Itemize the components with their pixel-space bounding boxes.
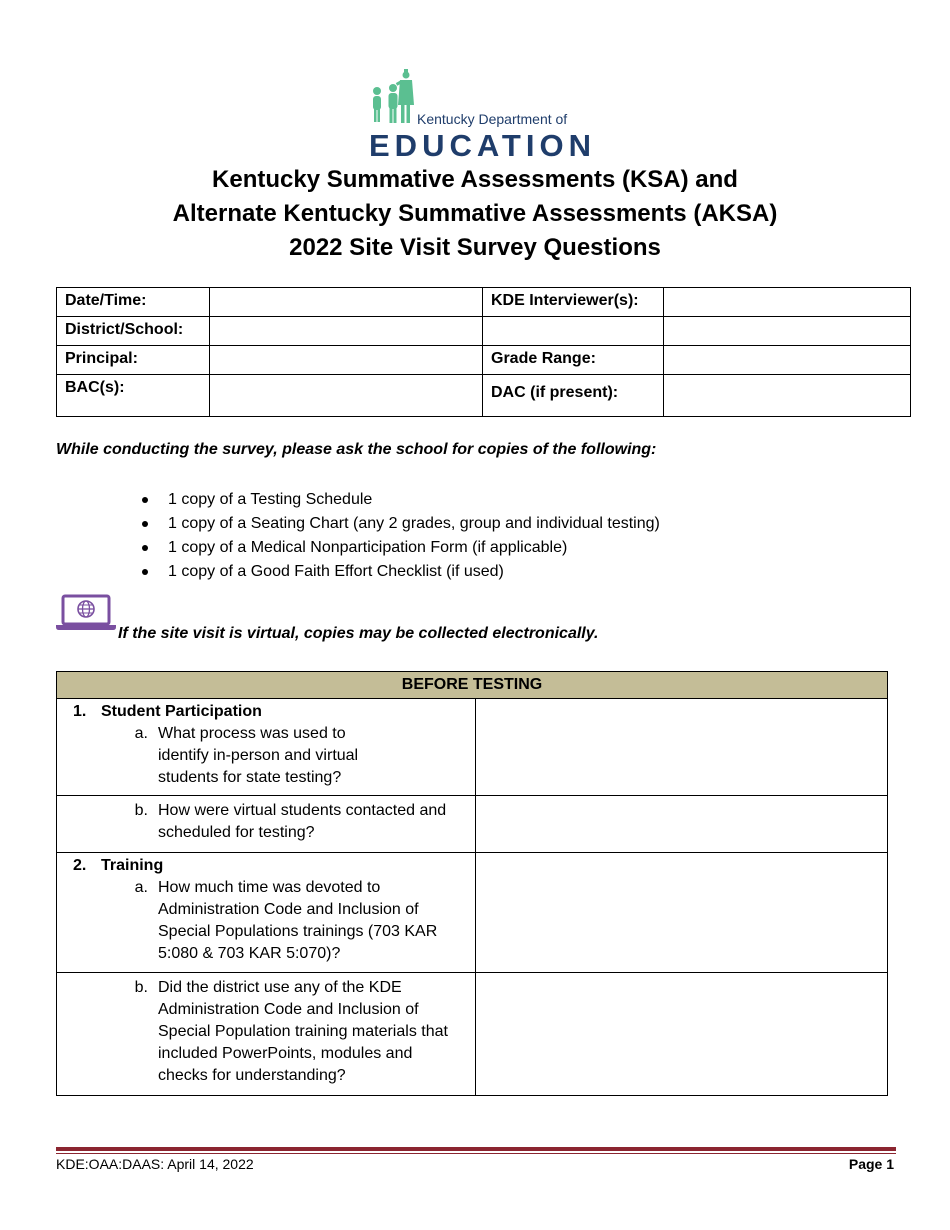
document-title-line-3: 2022 Site Visit Survey Questions xyxy=(289,234,661,261)
dac-field[interactable] xyxy=(664,375,911,417)
question-cell xyxy=(57,973,476,1096)
blank-label-cell xyxy=(483,317,664,346)
section-number: 2. xyxy=(73,857,87,874)
copies-list xyxy=(140,488,660,584)
list-item: 1 copy of a Testing Schedule xyxy=(140,488,660,512)
section-number: 1. xyxy=(73,703,87,720)
question-item xyxy=(63,723,469,789)
district-school-label: District/School: xyxy=(57,317,210,346)
copies-instruction: While conducting the survey, please ask the school for copies of the following: xyxy=(56,441,657,458)
kde-logo xyxy=(365,65,596,163)
grade-range-label: Grade Range: xyxy=(483,346,664,375)
bacs-label: BAC(s): xyxy=(57,375,210,417)
section-title: Training xyxy=(101,857,164,874)
bacs-field[interactable] xyxy=(210,375,483,417)
question-cell xyxy=(57,853,476,973)
section-title: Student Participation xyxy=(101,703,262,720)
footer-document-id: KDE:OAA:DAAS: April 14, 2022 xyxy=(56,1156,254,1172)
document-title-line-1: Kentucky Summative Assessments (KSA) and xyxy=(212,166,738,193)
question-item xyxy=(63,798,469,844)
virtual-note: If the site visit is virtual, copies may be collected electronically. xyxy=(118,625,599,642)
section-heading xyxy=(63,701,469,723)
before-testing-table xyxy=(56,671,888,1096)
answer-cell[interactable] xyxy=(475,853,887,973)
question-item xyxy=(63,877,469,965)
question-cell xyxy=(57,699,476,796)
section-heading xyxy=(63,855,469,877)
logo-education-text: EDUCATION xyxy=(369,128,596,163)
site-info-table xyxy=(56,287,911,417)
laptop-globe-icon xyxy=(56,594,118,637)
kde-interviewers-field[interactable] xyxy=(664,288,911,317)
question-item xyxy=(63,975,469,1087)
question-letter: a. xyxy=(134,879,148,896)
principal-field[interactable] xyxy=(210,346,483,375)
children-figures-icon xyxy=(365,65,425,130)
question-letter: b. xyxy=(134,802,148,819)
dac-label: DAC (if present): xyxy=(483,375,664,417)
blank-field-cell[interactable] xyxy=(664,317,911,346)
question-text: How were virtual students contacted and scheduled for testing? xyxy=(158,802,447,841)
date-time-field[interactable] xyxy=(210,288,483,317)
question-text: How much time was devoted to Administration Code and Inclusion of Special Populations trainings (703 KAR 5:080 & 703 KAR 5:070)? xyxy=(158,879,438,962)
question-letter: a. xyxy=(134,725,148,742)
principal-label: Principal: xyxy=(57,346,210,375)
question-cell xyxy=(57,796,476,853)
list-item: 1 copy of a Good Faith Effort Checklist (if used) xyxy=(140,560,660,584)
answer-cell[interactable] xyxy=(475,699,887,796)
answer-cell[interactable] xyxy=(475,973,887,1096)
footer-page-number: Page 1 xyxy=(848,1156,894,1172)
answer-cell[interactable] xyxy=(475,796,887,853)
before-testing-header: BEFORE TESTING xyxy=(57,672,888,699)
date-time-label: Date/Time: xyxy=(57,288,210,317)
grade-range-field[interactable] xyxy=(664,346,911,375)
question-text: Did the district use any of the KDE Administration Code and Inclusion of Special Population training materials that included PowerPoints, modules and checks for understanding? xyxy=(158,979,448,1084)
footer-rule-thin xyxy=(56,1153,896,1154)
document-title-line-2: Alternate Kentucky Summative Assessments (AKSA) xyxy=(172,200,778,227)
question-letter: b. xyxy=(134,979,148,996)
logo-department-text: Kentucky Department of xyxy=(417,111,568,127)
footer-rule xyxy=(56,1147,896,1151)
district-school-field[interactable] xyxy=(210,317,483,346)
kde-interviewers-label: KDE Interviewer(s): xyxy=(483,288,664,317)
list-item: 1 copy of a Medical Nonparticipation Form (if applicable) xyxy=(140,536,660,560)
question-text: What process was used to identify in-person and virtual students for state testing? xyxy=(158,725,359,786)
list-item: 1 copy of a Seating Chart (any 2 grades, group and individual testing) xyxy=(140,512,660,536)
